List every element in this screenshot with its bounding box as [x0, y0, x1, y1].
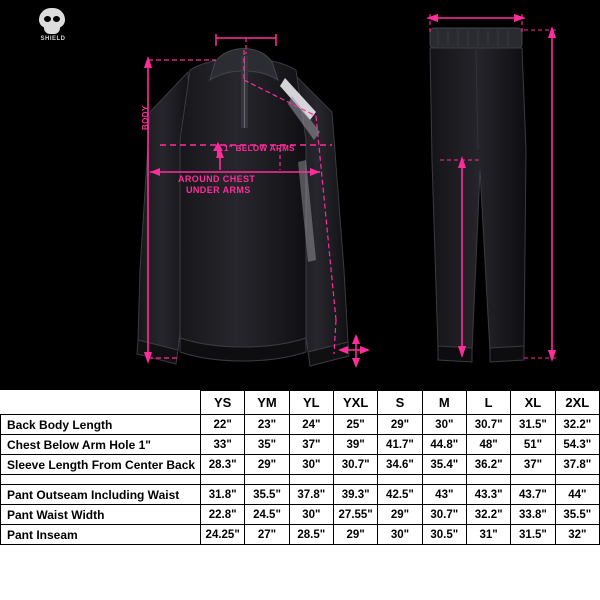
header-size-xl: XL — [511, 391, 555, 415]
size-chart-table — [0, 390, 600, 545]
cell: 25" — [333, 415, 377, 435]
up-arrow-icon — [212, 142, 224, 156]
cell: 30" — [422, 415, 466, 435]
header-size-ym: YM — [245, 391, 289, 415]
cell: 30" — [289, 505, 333, 525]
track-pants-illustration — [400, 10, 570, 385]
cell: 30" — [289, 455, 333, 475]
cell — [333, 475, 377, 485]
cell — [245, 475, 289, 485]
row-label: Chest Below Arm Hole 1" — [1, 435, 201, 455]
quarter-zip-jacket-illustration — [120, 20, 370, 380]
cell: 33.8" — [511, 505, 555, 525]
cell: 51" — [511, 435, 555, 455]
table-row — [1, 505, 600, 525]
header-size-2xl: 2XL — [555, 391, 599, 415]
cell: 37.8" — [555, 455, 599, 475]
cell: 24" — [289, 415, 333, 435]
table-row — [1, 525, 600, 545]
cell: 32.2" — [466, 505, 510, 525]
skull-logo-icon — [36, 8, 68, 34]
table-row — [1, 435, 600, 455]
cell: 31.8" — [201, 485, 245, 505]
cell: 43.7" — [511, 485, 555, 505]
cell: 37" — [511, 455, 555, 475]
label-below-arms: 1" BELOW ARMS — [224, 144, 295, 153]
brand-name: SHIELD — [40, 36, 66, 42]
header-size-m: M — [422, 391, 466, 415]
cell: 31.5" — [511, 525, 555, 545]
label-under-arms: UNDER ARMS — [186, 185, 251, 195]
row-label — [1, 475, 201, 485]
cell: 36.2" — [466, 455, 510, 475]
cell: 29" — [378, 505, 422, 525]
cell: 28.5" — [289, 525, 333, 545]
cell: 39" — [333, 435, 377, 455]
cell — [555, 475, 599, 485]
cell — [378, 475, 422, 485]
cell: 44" — [555, 485, 599, 505]
row-label: Pant Waist Width — [1, 505, 201, 525]
header-size-l: L — [466, 391, 510, 415]
cell: 33" — [201, 435, 245, 455]
cell: 29" — [333, 525, 377, 545]
cell: 42.5" — [378, 485, 422, 505]
table-spacer-row — [1, 475, 600, 485]
cell: 44.8" — [422, 435, 466, 455]
cell: 54.3" — [555, 435, 599, 455]
table-row — [1, 415, 600, 435]
cell: 28.3" — [201, 455, 245, 475]
cell: 35.5" — [555, 505, 599, 525]
cell: 32" — [555, 525, 599, 545]
cell: 30.7" — [333, 455, 377, 475]
cell: 43.3" — [466, 485, 510, 505]
table-row — [1, 485, 600, 505]
cell: 30" — [378, 525, 422, 545]
cell: 27" — [245, 525, 289, 545]
cell: 29" — [245, 455, 289, 475]
header-measurement — [1, 391, 201, 415]
row-label: Pant Inseam — [1, 525, 201, 545]
cell: 30.5" — [422, 525, 466, 545]
brand-logo — [14, 8, 92, 54]
table-header-row — [1, 391, 600, 415]
cell: 31.5" — [511, 415, 555, 435]
label-body: BODY — [141, 105, 150, 130]
cell: 24.5" — [245, 505, 289, 525]
cell — [289, 475, 333, 485]
cell: 37" — [289, 435, 333, 455]
label-around-chest: AROUND CHEST — [178, 174, 256, 184]
cell: 29" — [378, 415, 422, 435]
cell: 34.6" — [378, 455, 422, 475]
cell: 22.8" — [201, 505, 245, 525]
size-chart-panel — [0, 390, 600, 600]
cell: 27.55" — [333, 505, 377, 525]
cell — [422, 475, 466, 485]
cell: 35" — [245, 435, 289, 455]
header-size-s: S — [378, 391, 422, 415]
row-label: Sleeve Length From Center Back — [1, 455, 201, 475]
header-size-ys: YS — [201, 391, 245, 415]
header-size-yxl: YXL — [333, 391, 377, 415]
cell — [511, 475, 555, 485]
cell: 39.3" — [333, 485, 377, 505]
cell: 31" — [466, 525, 510, 545]
cell: 35.4" — [422, 455, 466, 475]
cell: 23" — [245, 415, 289, 435]
header-size-yl: YL — [289, 391, 333, 415]
cell: 32.2" — [555, 415, 599, 435]
cell: 37.8" — [289, 485, 333, 505]
row-label: Pant Outseam Including Waist — [1, 485, 201, 505]
row-label: Back Body Length — [1, 415, 201, 435]
cell: 35.5" — [245, 485, 289, 505]
cell: 41.7" — [378, 435, 422, 455]
cell: 22" — [201, 415, 245, 435]
table-row — [1, 455, 600, 475]
cell: 24.25" — [201, 525, 245, 545]
cell: 30.7" — [422, 505, 466, 525]
cell: 43" — [422, 485, 466, 505]
cell — [201, 475, 245, 485]
cell: 48" — [466, 435, 510, 455]
cell: 30.7" — [466, 415, 510, 435]
cell — [466, 475, 510, 485]
